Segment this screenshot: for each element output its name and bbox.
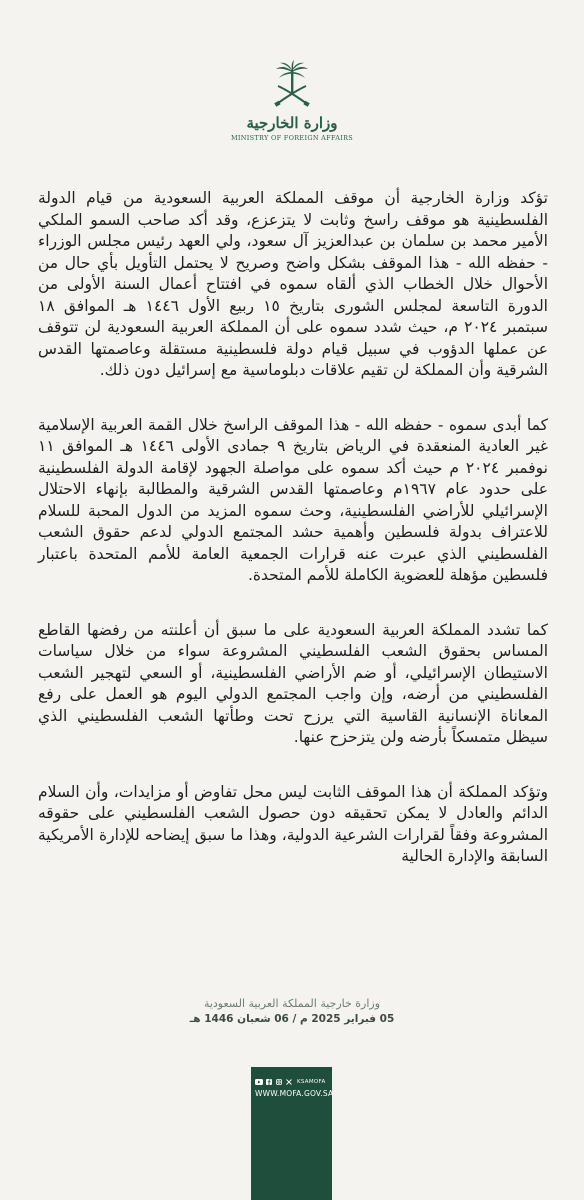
social-links xyxy=(255,1078,328,1085)
website-link[interactable]: WWW.MOFA.GOV.SA xyxy=(255,1089,334,1098)
issue-date: 05 فبراير 2025 م / 06 شعبان 1446 هـ xyxy=(189,1013,395,1025)
x-icon[interactable] xyxy=(285,1078,293,1085)
saudi-emblem-icon xyxy=(272,60,312,110)
statement-paragraph: كما أبدى سموه - حفظه الله - هذا الموقف الراسخ خلال القمة العربية الإسلامية غير العادية المنعقدة في الرياض بتاريخ ٩ جمادى الأولى ١٤٤٦ هـ الموافق ١١ نوفمبر ٢٠٢٤ م حيث أكد سموه على مواصلة الجهود لإقامة الدولة الفلسطينية على حدود عام ١٩٦٧م وعاصمتها القدس الشرقية والمطالبة بإنهاء الاحتلال الإسرائيلي للأراضي الفلسطينية، وحث سموه المزيد من الدول المحبة للسلام للاعتراف بدولة فلسطين وأهمية حشد المجتمع الدولي لدعم حقوق الشعب الفلسطيني الذي عبرت عنه قرارات الجمعية العامة للأمم المتحدة باعتبار فلسطين مؤهلة للعضوية الكاملة للأمم المتحدة. xyxy=(38,415,549,584)
ministry-name-english: MINISTRY OF FOREIGN AFFAIRS xyxy=(230,134,354,142)
issuer-name: وزارة خارجية المملكة العربية السعودية xyxy=(203,997,381,1010)
social-handle[interactable]: KSAMOFA xyxy=(297,1078,326,1085)
instagram-icon[interactable] xyxy=(275,1078,283,1085)
ministry-name-arabic: وزارة الخارجية xyxy=(246,114,338,132)
ministry-logo xyxy=(0,60,584,142)
statement-paragraph: تؤكد وزارة الخارجية أن موقف المملكة العربية السعودية من قيام الدولة الفلسطينية هو موقف راسخ وثابت لا يتزعزع، وقد أكد صاحب السمو الملكي الأمير محمد بن سلمان بن عبدالعزيز آل سعود، ولي العهد رئيس مجلس الوزراء - حفظه الله - هذا الموقف بشكل واضح وصريح لا يحتمل التأويل بأي حال من الأحوال خلال الخطاب الذي ألقاه سموه في افتتاح أعمال السنة الأولى من الدورة التاسعة لمجلس الشورى بتاريخ ١٥ ربيع الأول ١٤٤٦ هـ الموافق ١٨ سبتمبر ٢٠٢٤ م، حيث شدد سموه على أن المملكة العربية السعودية لن تتوقف عن عملها الدؤوب في سبيل قيام دولة فلسطينية مستقلة وعاصمتها القدس الشرقية وأن المملكة لن تقيم علاقات دبلوماسية مع إسرائيل دون ذلك. xyxy=(38,189,548,379)
signature-block xyxy=(0,997,584,1025)
facebook-icon[interactable] xyxy=(265,1078,273,1085)
statement-paragraph: وتؤكد المملكة أن هذا الموقف الثابت ليس محل تفاوض أو مزايدات، وأن السلام الدائم والعادل لا يمكن تحقيقه دون حصول الشعب الفلسطيني على حقوقه المشروعة وفقاً لقرارات الشرعية الدولية، وهذا ما سبق إيضاحه للإدارة الأمريكية السابقة والإدارة الحالية xyxy=(38,782,548,865)
statement-body xyxy=(38,188,548,901)
brand-footer-box xyxy=(251,1067,332,1200)
statement-paragraph: كما تشدد المملكة العربية السعودية على ما سبق أن أعلنته من رفضها القاطع المساس بحقوق الشعب الفلسطيني المشروعة سواء من خلال سياسات الاستيطان الإسرائيلي، أو ضم الأراضي الفلسطينية، أو السعي لتهجير الشعب الفلسطيني من أرضه، وإن واجب المجتمع الدولي اليوم هو العمل على رفع المعاناة الإنسانية القاسية التي يرزح تحت وطأتها الشعب الفلسطيني الذي سيظل متمسكاً بأرضه ولن يتزحزح عنها. xyxy=(38,620,548,746)
youtube-icon[interactable] xyxy=(255,1078,263,1085)
